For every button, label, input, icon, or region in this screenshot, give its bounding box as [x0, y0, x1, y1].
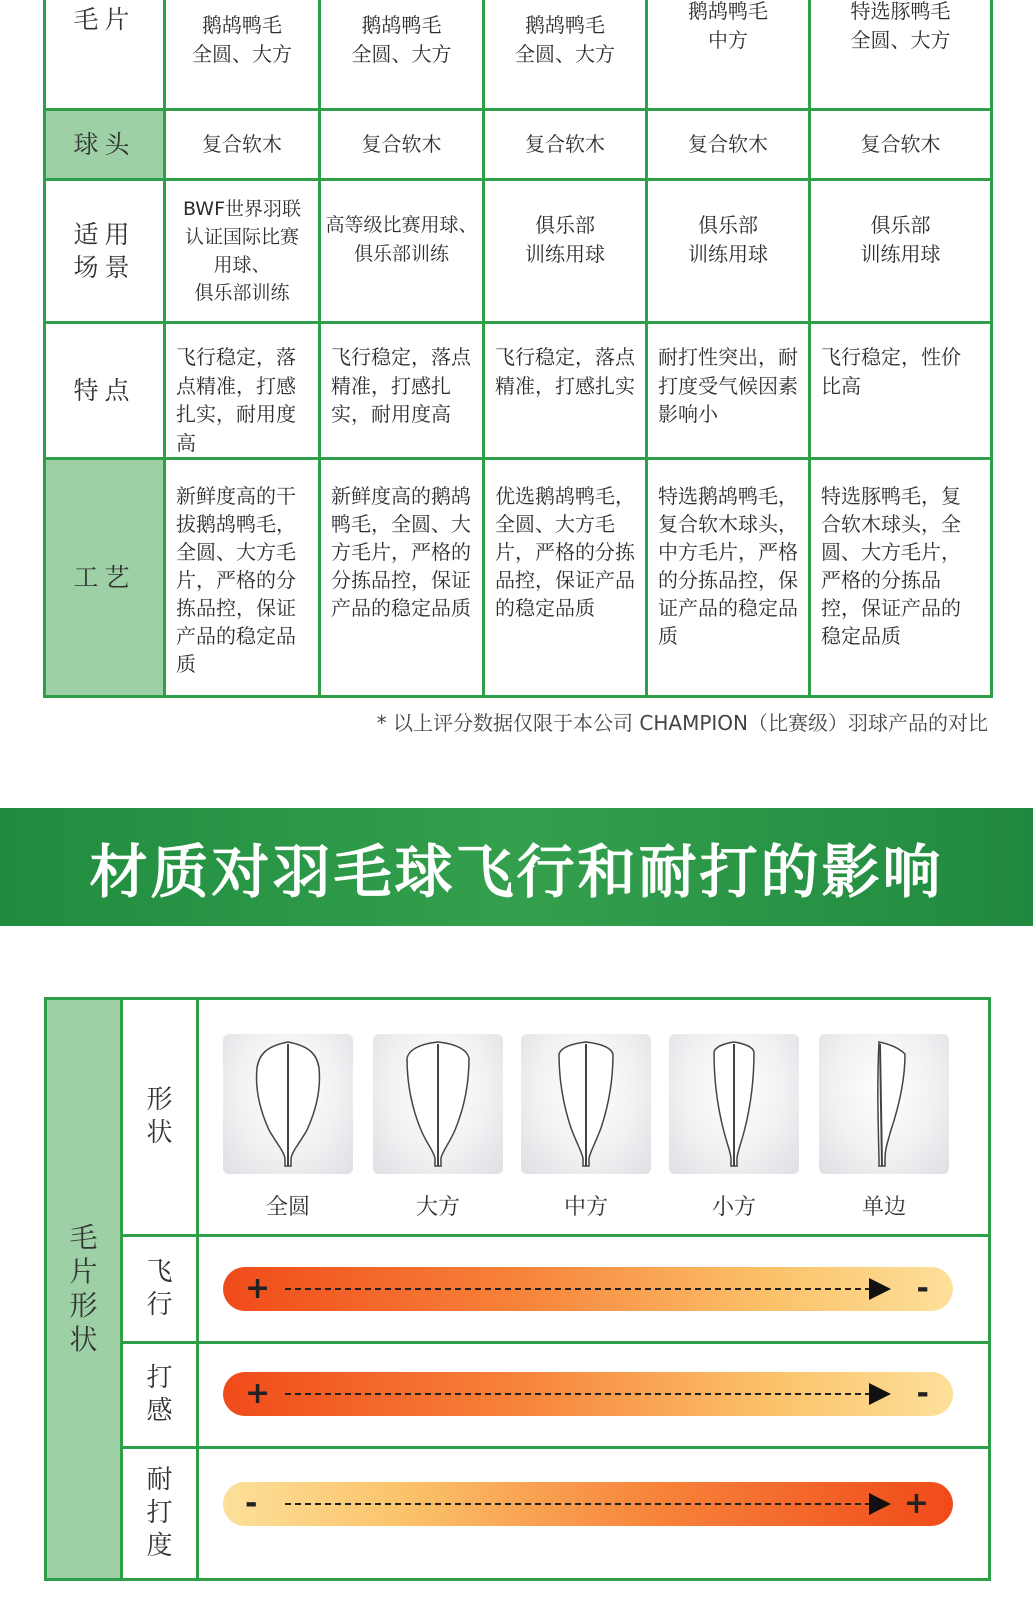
row-head [45, 110, 992, 180]
flight-row-label [123, 1237, 199, 1341]
shape-row-label [123, 1000, 199, 1234]
cell-usage-1: BWF世界羽联 认证国际比赛 用球、 俱乐部训练 [165, 180, 320, 323]
flight-gradient-bar [223, 1267, 953, 1311]
shape-label: 小方 [711, 1195, 756, 1220]
label-char: 行 [146, 1290, 173, 1320]
cell-process-2: 新鲜度高的鹅鸪鸭毛，全圆、大方毛片，严格的分拣品控，保证产品的稳定品质 [320, 459, 484, 697]
bar-end-sign: - [916, 1271, 929, 1306]
durability-row-label [123, 1449, 199, 1578]
cell-features-5: 飞行稳定，性价比高 [810, 323, 992, 459]
cell-feather-1: 鹅鸪鸭毛 全圆、大方 [165, 0, 320, 110]
label-char: 形 [146, 1085, 173, 1115]
durability-row [123, 1449, 988, 1578]
shape-card-big-square [373, 1034, 503, 1221]
label-char: 状 [146, 1118, 173, 1148]
label-char: 打 [146, 1363, 173, 1393]
side-label-text [69, 1221, 97, 1357]
shape-card-full-round [223, 1034, 353, 1221]
row-header-usage: 适用 场景 [45, 180, 165, 323]
cell-head-1: 复合软木 [165, 110, 320, 180]
spec-comparison-table [43, 0, 993, 698]
arrow-right-icon [869, 1383, 891, 1405]
side-char: 形 [69, 1289, 98, 1322]
feather-shape-panel [44, 997, 991, 1581]
cell-feather-4: 鹅鸪鸭毛 中方 [647, 0, 810, 110]
label-char: 感 [146, 1396, 173, 1426]
cell-head-5: 复合软木 [810, 110, 992, 180]
cell-process-4: 特选鹅鸪鸭毛，复合软木球头，中方毛片，严格的分拣品控，保证产品的稳定品质 [647, 459, 810, 697]
flight-row [123, 1237, 988, 1344]
shape-card-small-square [669, 1034, 799, 1221]
feather-full-round-icon [223, 1034, 353, 1174]
label-char: 打 [146, 1498, 173, 1528]
cell-head-2: 复合软木 [320, 110, 484, 180]
cell-features-1: 飞行稳定，落点精准，打感扎实，耐用度高 [165, 323, 320, 459]
banner-title: 材质对羽毛球飞行和耐打的影响 [89, 838, 944, 906]
row-header-process: 工艺 [45, 459, 165, 697]
bar-start-sign: + [245, 1376, 271, 1411]
feather-big-square-icon [373, 1034, 503, 1174]
cell-features-3: 飞行稳定，落点精准，打感扎实 [484, 323, 647, 459]
shape-label: 中方 [563, 1195, 608, 1220]
cell-process-3: 优选鹅鸪鸭毛，全圆、大方毛片，严格的分拣品控，保证产品的稳定品质 [484, 459, 647, 697]
side-char: 毛 [69, 1221, 98, 1254]
cell-usage-4: 俱乐部 训练用球 [647, 180, 810, 323]
shape-label: 全圆 [265, 1195, 310, 1220]
cell-features-2: 飞行稳定，落点精准，打感扎实，耐用度高 [320, 323, 484, 459]
cell-feather-3: 鹅鸪鸭毛 全圆、大方 [484, 0, 647, 110]
label-char: 耐 [146, 1465, 173, 1495]
bar-start-sign: - [245, 1486, 258, 1521]
section-banner [0, 808, 1033, 926]
shape-card-single-edge [819, 1034, 949, 1221]
row-feather [45, 0, 992, 110]
dashed-line [285, 1503, 871, 1505]
row-header-head: 球头 [45, 110, 165, 180]
feather-single-edge-icon [819, 1034, 949, 1174]
cell-feather-5: 特选豚鸭毛 全圆、大方 [810, 0, 992, 110]
feel-gradient-bar [223, 1372, 953, 1416]
row-usage [45, 180, 992, 323]
feather-small-square-icon [669, 1034, 799, 1174]
panel-side-label [47, 1000, 123, 1578]
cell-usage-3: 俱乐部 训练用球 [484, 180, 647, 323]
dashed-line [285, 1393, 871, 1395]
cell-usage-2: 高等级比赛用球、 俱乐部训练 [320, 180, 484, 323]
row-features [45, 323, 992, 459]
cell-feather-2: 鹅鸪鸭毛 全圆、大方 [320, 0, 484, 110]
cell-features-4: 耐打性突出，耐打度受气候因素影响小 [647, 323, 810, 459]
label-char: 飞 [146, 1257, 173, 1287]
shape-label: 大方 [415, 1195, 460, 1220]
side-char: 片 [69, 1255, 98, 1288]
feather-mid-square-icon [521, 1034, 651, 1174]
side-char: 状 [69, 1323, 98, 1356]
bar-end-sign: + [903, 1486, 929, 1521]
cell-head-4: 复合软木 [647, 110, 810, 180]
cell-process-5: 特选豚鸭毛，复合软木球头，全圆、大方毛片，严格的分拣品控，保证产品的稳定品质 [810, 459, 992, 697]
durability-gradient-bar [223, 1482, 953, 1526]
footnote: * 以上评分数据仅限于本公司 CHAMPION（比赛级）羽球产品的对比 [376, 711, 988, 735]
dashed-line [285, 1288, 871, 1290]
panel-main [123, 1000, 988, 1578]
arrow-right-icon [869, 1493, 891, 1515]
arrow-right-icon [869, 1278, 891, 1300]
cell-head-3: 复合软木 [484, 110, 647, 180]
cell-process-1: 新鲜度高的干拔鹅鸪鸭毛，全圆、大方毛片，严格的分拣品控，保证产品的稳定品质 [165, 459, 320, 697]
label-char: 度 [146, 1531, 173, 1561]
row-process [45, 459, 992, 697]
row-header-features: 特点 [45, 323, 165, 459]
bar-start-sign: + [245, 1271, 271, 1306]
shape-row [123, 1000, 988, 1237]
bar-end-sign: - [916, 1376, 929, 1411]
shape-label: 单边 [861, 1195, 906, 1220]
feel-row-label [123, 1344, 199, 1446]
row-header-feather: 毛片 [45, 0, 165, 110]
cell-usage-5: 俱乐部 训练用球 [810, 180, 992, 323]
feel-row [123, 1344, 988, 1449]
shape-card-mid-square [521, 1034, 651, 1221]
